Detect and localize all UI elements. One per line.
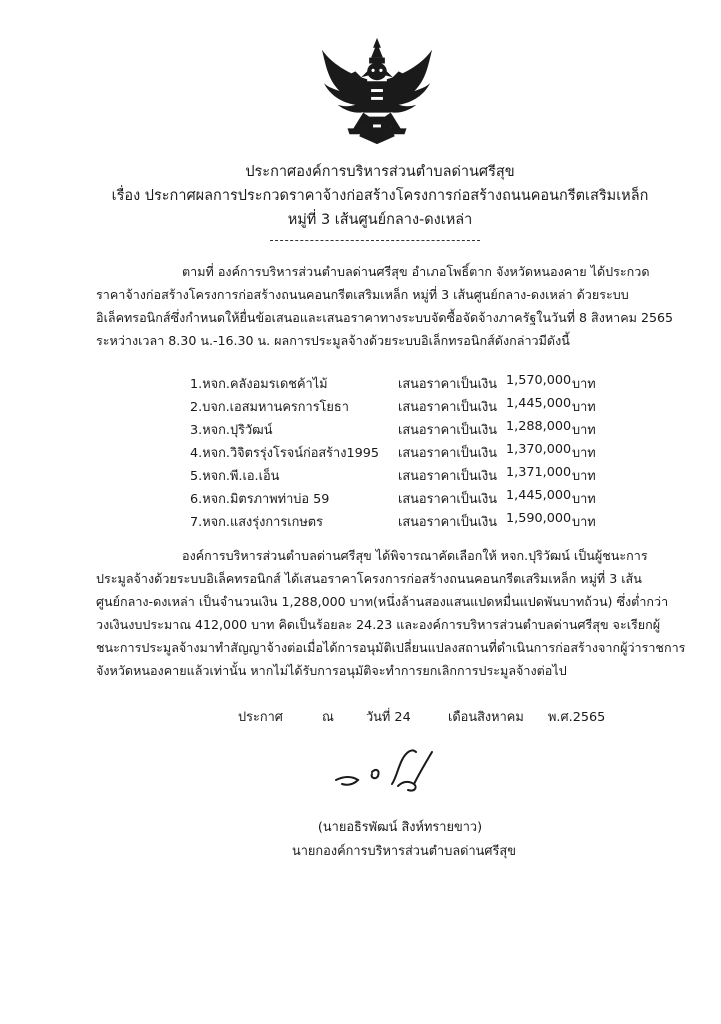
bidder-name: 3.หจก.ปุริวัฒน์ [190,423,273,438]
signer-position: นายกองค์การบริหารส่วนตำบลด่านศรีสุข [292,844,516,859]
bid-row [190,465,630,488]
bid-amount: 1,590,000 [506,511,572,526]
bid-amount: 1,370,000 [506,442,572,457]
decision-paragraph [96,544,686,682]
heading-line-2: เรื่อง ประกาศผลการประกวดราคาจ้างก่อสร้างโครงการก่อสร้างถนนคอนกรีตเสริมเหล็ก [111,188,649,204]
signer-name: (นายอธิรพัฒน์ สิงห์ทรายขาว) [317,820,483,835]
bid-amount: 1,445,000 [506,396,572,411]
bid-label: เสนอราคาเป็นเงิน [398,400,498,415]
bid-row [190,488,630,511]
bid-label: เสนอราคาเป็นเงิน [398,492,498,507]
dashed-divider [270,240,480,241]
bid-unit: บาท [572,446,596,461]
bidder-name: 2.บจก.เอสมหานครการโยธา [190,400,349,415]
bid-label: เสนอราคาเป็นเงิน [398,446,498,461]
bid-row [190,511,630,534]
intro-line: ตามที่ องค์การบริหารส่วนตำบลด่านศรีสุข อำเภอโพธิ์ตาก จังหวัดหนองคาย ได้ประกวด [182,264,650,279]
bidder-name: 4.หจก.วิจิตรรุ่งโรจน์ก่อสร้าง1995 [190,446,380,461]
handwritten-signature-icon [328,738,478,808]
heading-line-3: หมู่ที่ 3 เส้นศูนย์กลาง-ดงเหล่า [287,212,473,228]
intro-line: ราคาจ้างก่อสร้างโครงการก่อสร้างถนนคอนกรีตเสริมเหล็ก หมู่ที่ 3 เส้นศูนย์กลาง-ดงเหล่า ด้วยระบบ [96,287,629,302]
bidder-name: 5.หจก.พี.เอ.เอ็น [190,469,280,484]
announce-year: พ.ศ.2565 [548,710,606,725]
heading-line-1: ประกาศองค์การบริหารส่วนตำบลด่านศรีสุข [245,164,515,180]
decision-line: วงเงินงบประมาณ 412,000 บาท คิดเป็นร้อยละ 24.23 และองค์การบริหารส่วนตำบลด่านศรีสุข จะเรียกผู้ [96,617,661,632]
bid-row [190,442,630,465]
bidder-name: 1.หจก.คลังอมรเดชค้าไม้ [190,377,328,392]
bid-unit: บาท [572,515,596,530]
bid-unit: บาท [572,423,596,438]
decision-line: องค์การบริหารส่วนตำบลด่านศรีสุข ได้พิจารณาคัดเลือกให้ หจก.ปุริวัฒน์ เป็นผู้ชนะการ [182,548,648,563]
decision-line: ศูนย์กลาง-ดงเหล่า เป็นจำนวนเงิน 1,288,000 บาท(หนึ่งล้านสองแสนแปดหมื่นแปดพันบาทถ้วน) ซึ่งต่ำกว่า [96,594,669,609]
bid-unit: บาท [572,400,596,415]
bid-amount: 1,288,000 [506,419,572,434]
announce-at: ณ [322,710,334,725]
intro-line: ระหว่างเวลา 8.30 น.-16.30 น. ผลการประมูลจ้างด้วยระบบอิเล็กทรอนิกส์ดังกล่าวมีดังนี้ [96,333,570,348]
intro-line: อิเล็คทรอนิกส์ซึ่งกำหนดให้ยื่นข้อเสนอและเสนอราคาทางระบบจัดซื้อจัดจ้างภาครัฐในวันที่ 8 สิงหาคม 2565 [96,310,674,325]
bid-list [190,373,630,534]
bid-row [190,396,630,419]
intro-paragraph [96,260,676,352]
decision-line: ประมูลจ้างด้วยระบบอิเล็คทรอนิกส์ ได้เสนอราคาโครงการก่อสร้างถนนคอนกรีตเสริมเหล็ก หมู่ที่ 3 เส้น [96,571,642,586]
bid-label: เสนอราคาเป็นเงิน [398,423,498,438]
bid-amount: 1,371,000 [506,465,572,480]
decision-line: จังหวัดหนองคายแล้วเท่านั้น หากไม่ได้รับการอนุมัติจะทำการยกเลิกการประมูลจ้างต่อไป [96,663,567,678]
bid-unit: บาท [572,377,596,392]
bid-unit: บาท [572,469,596,484]
announce-month: เดือนสิงหาคม [448,710,524,725]
announce-day: วันที่ 24 [366,710,411,725]
garuda-emblem-icon [318,34,436,152]
bid-amount: 1,445,000 [506,488,572,503]
bid-amount: 1,570,000 [506,373,572,388]
decision-line: ชนะการประมูลจ้างมาทำสัญญาจ้างต่อเมื่อได้การอนุมัติเปลี่ยนแปลงสถานที่ดำเนินการก่อสร้างจากผู้ว่าราชการ [96,640,686,655]
bid-label: เสนอราคาเป็นเงิน [398,469,498,484]
bid-unit: บาท [572,492,596,507]
bidder-name: 6.หจก.มิตรภาพท่าบ่อ 59 [190,492,330,507]
bid-label: เสนอราคาเป็นเงิน [398,515,498,530]
announce-word: ประกาศ [238,710,283,725]
bidder-name: 7.หจก.แสงรุ่งการเกษตร [190,515,323,530]
bid-row [190,419,630,442]
bid-label: เสนอราคาเป็นเงิน [398,377,498,392]
bid-row [190,373,630,396]
